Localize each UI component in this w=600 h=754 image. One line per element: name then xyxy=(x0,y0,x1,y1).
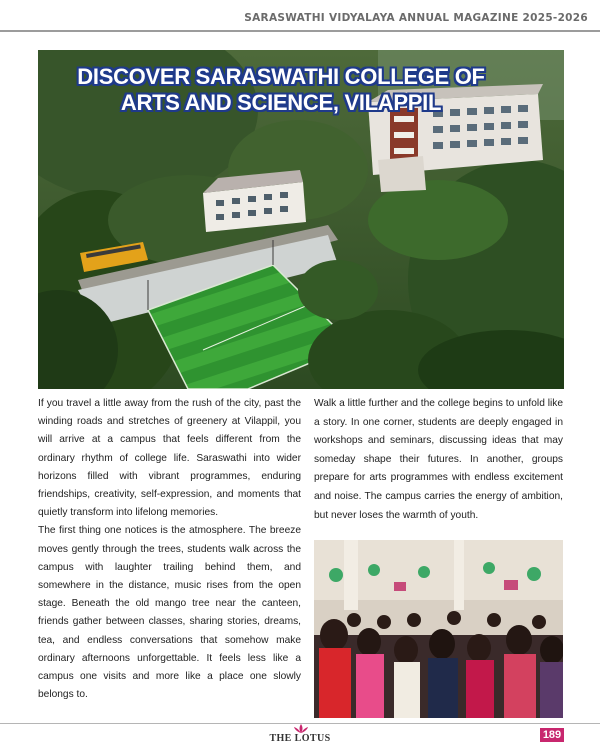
hero-campus-photo xyxy=(38,50,564,389)
article-paragraph: The first thing one notices is the atmosphere. The breeze moves gently through the trees, students walk across the campus with laughter trailing behind them, and somewhere in the distance, music rises from the open stage. Beneath the old mango tree near the canteen, friends gather between classes, sharing stories, dreams, tea, and endless conversations that somehow make ordinary afternoons unforgettable. It feels less like a campus one visits and more like a place one slowly belongs to. xyxy=(38,525,301,701)
article-title-line-1: DISCOVER SARASWATHI COLLEGE OF xyxy=(77,64,485,89)
article-title-line-2: ARTS AND SCIENCE, VILAPPIL xyxy=(120,90,442,115)
article-left-column xyxy=(38,395,301,704)
magazine-header-text: SARASWATHI VIDYALAYA ANNUAL MAGAZINE 2025-2026 xyxy=(244,12,588,24)
crowd-illustration xyxy=(314,540,563,718)
article-paragraph: Walk a little further and the college begins to unfold like a story. In one corner, students are deeply engaged in workshops and seminars, discussing ideas that may someday shape their futures. In another, groups prepare for arts programmes with endless excitement and noise. The campus carries the energy of ambition, but never loses the warmth of youth. xyxy=(314,398,563,521)
article-paragraph: If you travel a little away from the rush of the city, past the winding roads and stretches of greenery at Vilappil, you will arrive at a campus that feels different from the ordinary rhythm of college life. Saraswathi into wider horizons filled with vibrant programmes, enduring friendships, creativity, self-expression, and moments that quietly transform into lifelong memories. xyxy=(38,398,301,519)
article-title xyxy=(38,64,564,116)
header-divider xyxy=(0,30,600,32)
article-right-column xyxy=(314,395,563,525)
magazine-header xyxy=(0,0,600,34)
magazine-logo: THE LOTUS xyxy=(269,733,331,744)
page-number-badge: 189 xyxy=(540,728,564,742)
students-event-photo xyxy=(314,540,563,718)
